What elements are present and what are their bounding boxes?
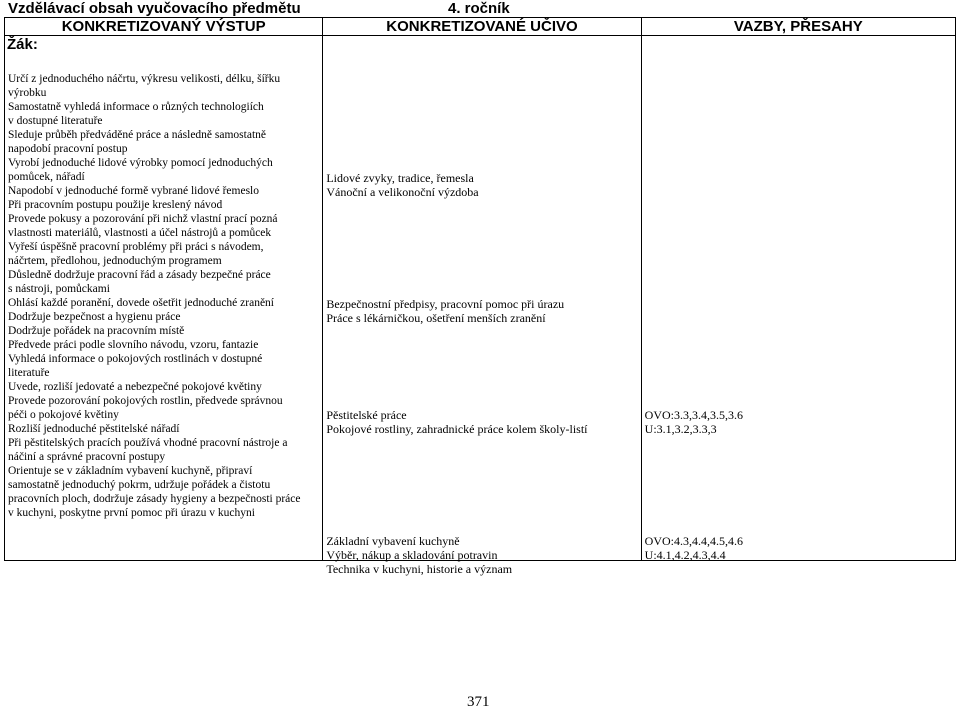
output-line: Sleduje průběh předváděné práce a následně samostatně bbox=[8, 129, 267, 141]
output-line: Ohlásí každé poranění, dovede ošetřit jednoduché zranění bbox=[8, 297, 274, 309]
content-group bbox=[323, 409, 587, 437]
content-line: Lidové zvyky, tradice, řemesla bbox=[326, 171, 474, 185]
content-group bbox=[323, 298, 564, 326]
outputs-cell bbox=[5, 36, 323, 561]
content-group bbox=[323, 172, 478, 200]
output-line: Předvede práci podle slovního návodu, vzoru, fantazie bbox=[8, 339, 259, 351]
content-cell bbox=[323, 36, 641, 576]
output-line: literatuře bbox=[8, 367, 50, 379]
output-line: vlastnosti materiálů, vlastnosti a účel nástrojů a pomůcek bbox=[8, 227, 272, 239]
output-line: samostatně jednoduchý pokrm, udržuje pořádek a čistotu bbox=[8, 479, 271, 491]
content-line: Práce s lékárničkou, ošetření menších zranění bbox=[326, 310, 546, 325]
output-line: Dodržuje bezpečnost a hygienu práce bbox=[8, 311, 181, 323]
link-line: OVO:3.3,3.4,3.5,3.6 bbox=[644, 408, 743, 422]
output-line: Vyrobí jednoduché lidové výrobky pomocí jednoduchých bbox=[8, 157, 273, 169]
grade-label: 4. ročník bbox=[448, 0, 510, 17]
subject-title: Vzdělávací obsah vyučovacího předmětu bbox=[8, 0, 301, 17]
output-line: náčiní a správné pracovní postupy bbox=[8, 451, 166, 463]
content-line: Výběr, nákup a skladování potravin bbox=[326, 547, 498, 562]
content-line: Pěstitelské práce bbox=[326, 408, 407, 422]
output-line: Provede pokusy a pozorování při nichž vlastní prací pozná bbox=[8, 213, 278, 225]
column-header-links: VAZBY, PŘESAHY bbox=[641, 18, 955, 36]
link-line: U:4.1,4.2,4.3,4.4 bbox=[644, 547, 726, 562]
content-group bbox=[323, 535, 512, 576]
table-body-row bbox=[5, 36, 956, 561]
content-line: Pokojové rostliny, zahradnické práce kolem školy-listí bbox=[326, 421, 588, 436]
links-group bbox=[642, 535, 743, 563]
output-line: Při pracovním postupu použije kreslený návod bbox=[8, 199, 223, 211]
output-line: v kuchyni, poskytne první pomoc při úrazu v kuchyni bbox=[8, 507, 255, 519]
output-line: Určí z jednoduchého náčrtu, výkresu velikosti, délku, šířku bbox=[8, 73, 281, 85]
pupil-label: Žák: bbox=[7, 36, 38, 53]
curriculum-table bbox=[4, 17, 956, 576]
output-line: péči o pokojové květiny bbox=[8, 409, 119, 421]
output-line: Napodobí v jednoduché formě vybrané lidové řemeslo bbox=[8, 185, 260, 197]
content-line: Technika v kuchyni, historie a význam bbox=[326, 561, 513, 576]
output-line: Dodržuje pořádek na pracovním místě bbox=[8, 325, 185, 337]
output-line: pracovních ploch, dodržuje zásady hygieny a bezpečnosti práce bbox=[8, 493, 301, 505]
links-group bbox=[642, 409, 743, 437]
output-line: Vyřeší úspěšně pracovní problémy při práci s návodem, bbox=[8, 241, 264, 253]
outputs-list bbox=[5, 72, 301, 520]
output-line: Samostatně vyhledá informace o různých technologiích bbox=[8, 101, 264, 113]
table-header-row bbox=[5, 18, 956, 36]
output-line: s nástroji, pomůckami bbox=[8, 283, 110, 295]
output-line: výrobku bbox=[8, 87, 47, 99]
output-line: Vyhledá informace o pokojových rostlinách v dostupné bbox=[8, 353, 263, 365]
output-line: Důsledně dodržuje pracovní řád a zásady bezpečné práce bbox=[8, 269, 271, 281]
output-line: Orientuje se v základním vybavení kuchyně, připraví bbox=[8, 465, 253, 477]
output-line: napodobí pracovní postup bbox=[8, 143, 128, 155]
content-line: Vánoční a velikonoční výzdoba bbox=[326, 184, 479, 199]
output-line: Provede pozorování pokojových rostlin, předvede správnou bbox=[8, 395, 283, 407]
content-line: Bezpečnostní předpisy, pracovní pomoc při úrazu bbox=[326, 297, 565, 311]
output-line: Uvede, rozliší jedovaté a nebezpečné pokojové květiny bbox=[8, 381, 262, 393]
link-line: U:3.1,3.2,3.3,3 bbox=[644, 421, 717, 436]
output-line: náčrtem, předlohou, jednoduchým programem bbox=[8, 255, 222, 267]
column-header-content: KONKRETIZOVANÉ UČIVO bbox=[323, 18, 641, 36]
output-line: Rozliší jednoduché pěstitelské nářadí bbox=[8, 423, 180, 435]
page-number: 371 bbox=[467, 694, 490, 710]
output-line: v dostupné literatuře bbox=[8, 115, 103, 127]
page-header bbox=[4, 0, 956, 18]
output-line: Při pěstitelských pracích používá vhodné pracovní nástroje a bbox=[8, 437, 288, 449]
links-cell bbox=[641, 36, 955, 561]
content-line: Základní vybavení kuchyně bbox=[326, 534, 460, 548]
column-header-outputs: KONKRETIZOVANÝ VÝSTUP bbox=[5, 18, 323, 36]
output-line: pomůcek, nářadí bbox=[8, 171, 85, 183]
link-line: OVO:4.3,4.4,4.5,4.6 bbox=[644, 534, 743, 548]
